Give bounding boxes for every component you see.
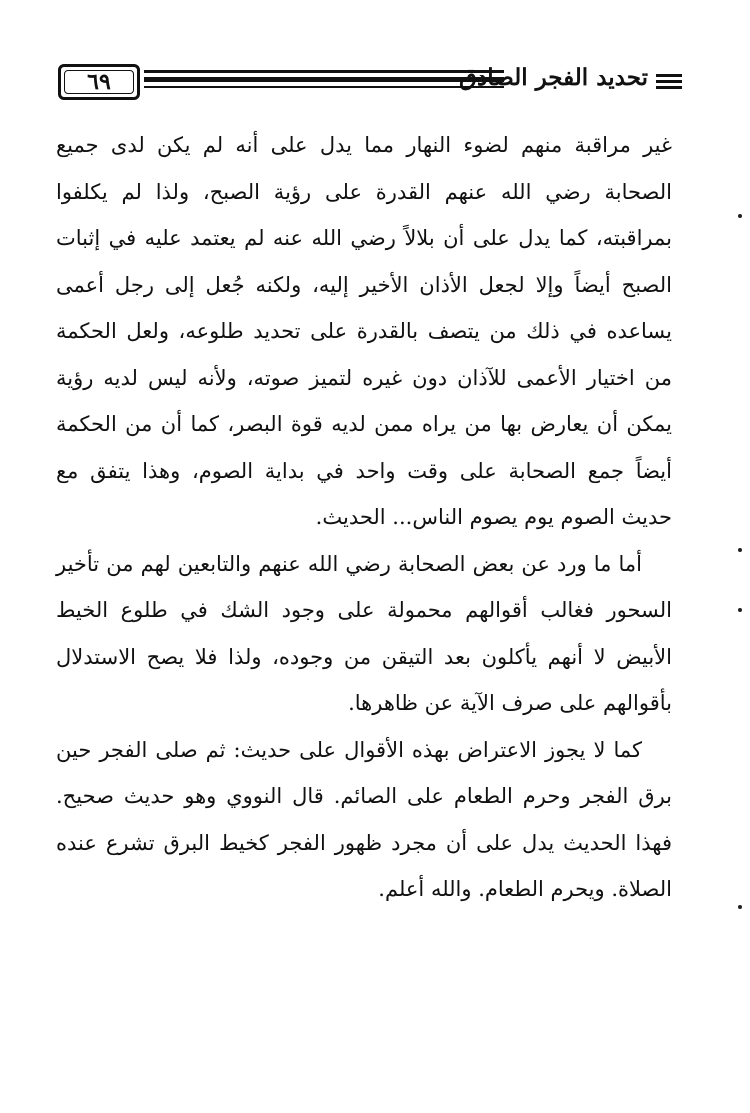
title-ornament-icon: [656, 74, 682, 88]
header-rule-line: [144, 70, 504, 73]
page-number-frame: [58, 64, 140, 100]
header-rule: [144, 70, 504, 92]
paragraph: أما ما ورد عن بعض الصحابة رضي الله عنهم والتابعين لهم من تأخير السحور فغالب أقوالهم محمولة على وجود الشك في طلوع الخيط الأبيض لا أنهم يأكلون بعد التيقن من وجوده، ولذا فلا يصح الاستدلال بأقوالهم على صرف الآية عن ظاهرها.: [56, 551, 672, 715]
margin-speck: [738, 548, 742, 552]
paragraph: غير مراقبة منهم لضوء النهار مما يدل على أنه لم يكن لدى جميع الصحابة رضي الله عنهم القدرة على رؤية الصبح، ولذا لم يكلفوا بمراقبته، كما يدل على أن بلالاً رضي الله عنه لم يعتمد عليه في إثبات الصبح أيضاً وإلا لجعل الأذان الأخير إليه، ولكنه جُعل إلى رجل أعمى يساعده في ذلك من يتصف بالقدرة على تحديد طلوعه، ولعل الحكمة من اختيار الأعمى للآذان دون غيره لتميز صوته، ولأنه ليس لديه رؤية يمكن أن يعارض بها من يراه ممن لديه قوة البصر، كما أن من الحكمة أيضاً جمع الصحابة على وقت واحد في بداية الصوم، وهذا يتفق مع حديث الصوم يوم يصوم الناس... الحديث.: [56, 133, 672, 529]
header-rule-line: [144, 77, 504, 82]
running-title: تحديد الفجر الصادق: [459, 64, 648, 91]
margin-speck: [738, 905, 742, 909]
paragraph: كما لا يجوز الاعتراض بهذه الأقوال على حديث: ثم صلى الفجر حين برق الفجر وحرم الطعام على الصائم. قال النووي وهو حديث صحيح. فهذا الحديث يدل على أن مجرد ظهور الفجر كخيط البرق تشرع عنده الصلاة. ويحرم الطعام. والله أعلم.: [56, 737, 672, 901]
header-rule-line: [144, 86, 504, 88]
margin-speck: [738, 214, 742, 218]
page-header: [58, 62, 682, 106]
margin-speck: [738, 608, 742, 612]
page-number: ٦٩: [87, 69, 111, 95]
body-text: [56, 122, 672, 913]
